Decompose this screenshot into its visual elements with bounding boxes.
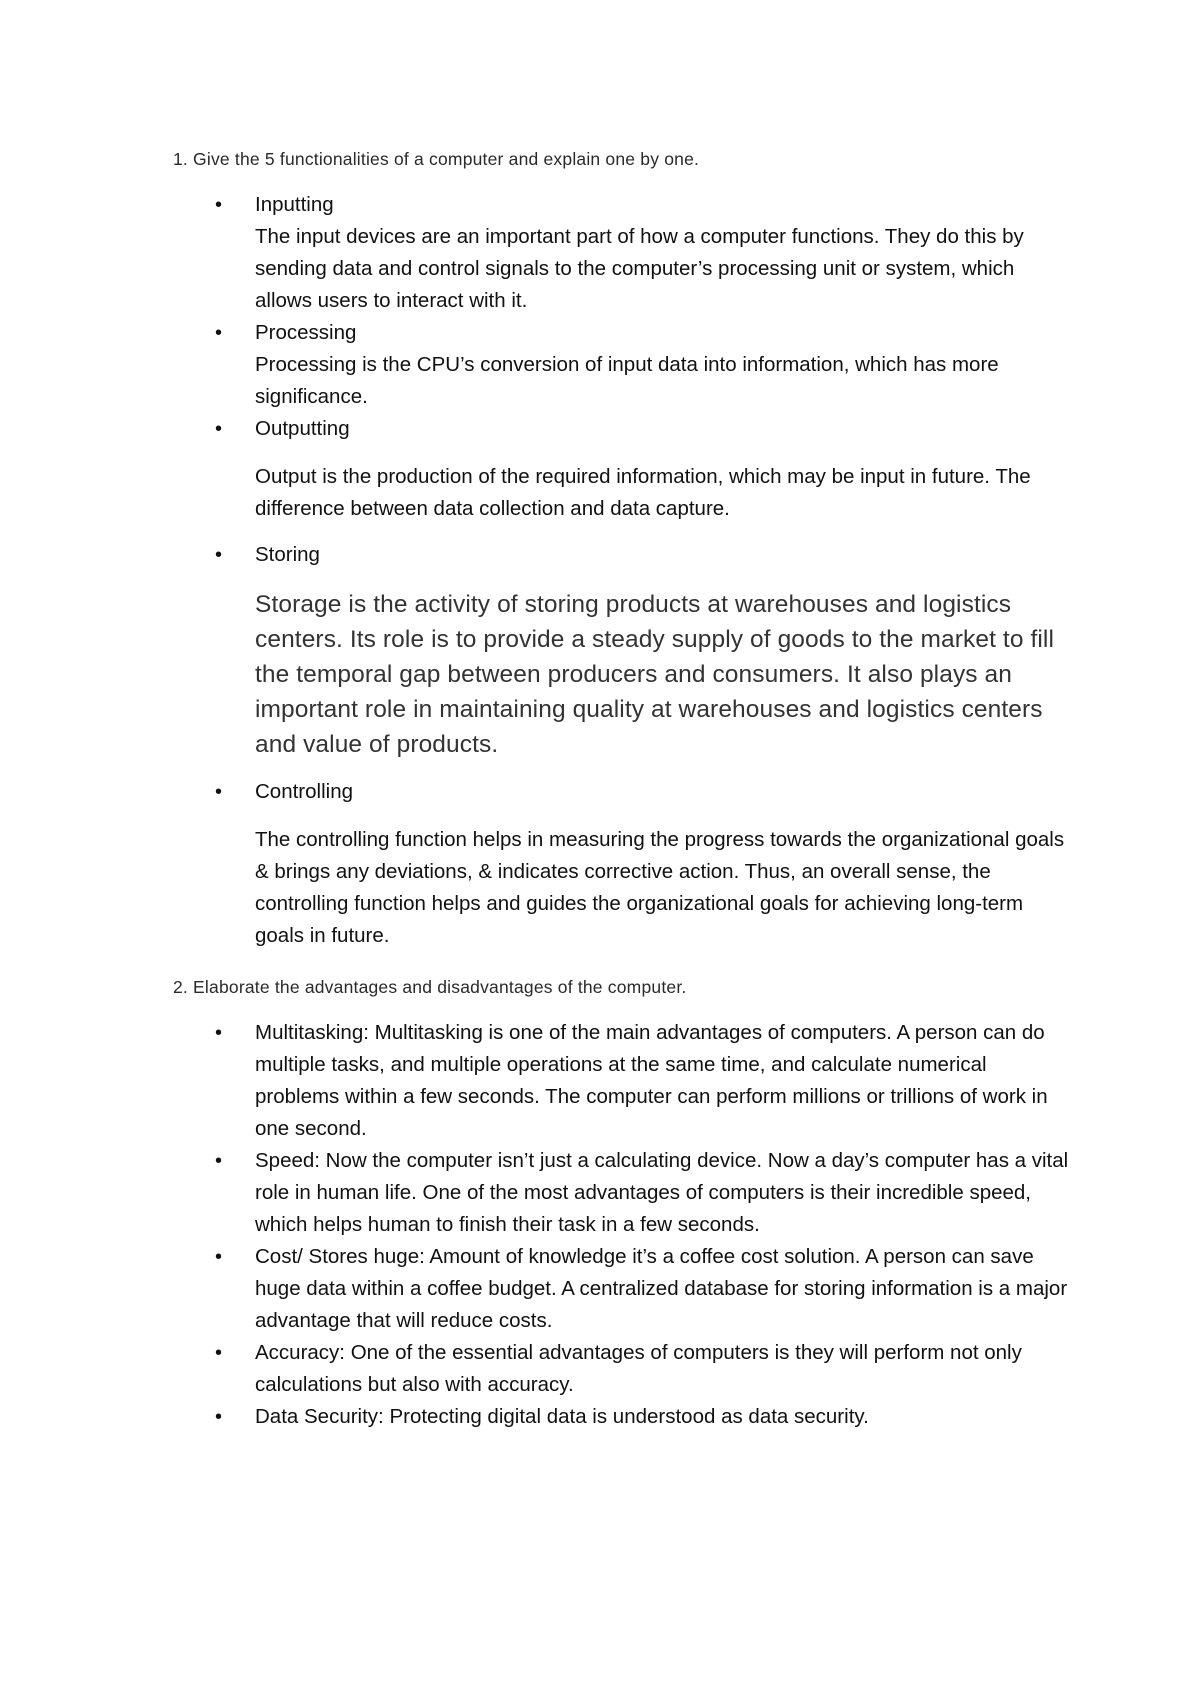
item-title: Inputting: [255, 193, 334, 216]
item-title: Processing: [255, 321, 357, 344]
item-description: Output is the production of the required information, which may be input in future. The difference between data collection and data capture.: [255, 465, 1031, 520]
list-item-multitasking: [0, 1017, 1075, 1145]
bullet-icon: •: [215, 194, 223, 216]
list-item-speed: [0, 1145, 1075, 1241]
item-text: Accuracy: One of the essential advantages of computers is they will perform not only calculations but also with accuracy.: [255, 1341, 1022, 1396]
bullet-icon: •: [215, 1406, 223, 1428]
list-item-data-security: [0, 1401, 1075, 1433]
list-item-storing: [0, 539, 1075, 762]
bullet-icon: •: [215, 322, 223, 344]
item-title: Controlling: [255, 780, 353, 803]
bullet-icon: •: [215, 1150, 223, 1172]
bullet-icon: •: [215, 1022, 223, 1044]
bullet-icon: •: [215, 544, 223, 566]
bullet-icon: •: [215, 781, 223, 803]
list-item-accuracy: [0, 1337, 1075, 1401]
bullet-icon: •: [215, 1342, 223, 1364]
functionalities-list: [0, 189, 1075, 952]
item-description: Processing is the CPU’s conversion of input data into information, which has more significance.: [255, 353, 999, 408]
item-title: Storing: [255, 543, 320, 566]
bullet-icon: •: [215, 418, 223, 440]
question-1: 1. Give the 5 functionalities of a computer and explain one by one.: [173, 149, 700, 169]
item-text: Cost/ Stores huge: Amount of knowledge it’s a coffee cost solution. A person can save huge data within a coffee budget. A centralized database for storing information is a major advantage that will reduce costs.: [255, 1245, 1068, 1332]
item-description: The input devices are an important part of how a computer functions. They do this by sending data and control signals to the computer’s processing unit or system, which allows users to interact with it.: [255, 225, 1024, 312]
item-text: Multitasking: Multitasking is one of the main advantages of computers. A person can do multiple tasks, and multiple operations at the same time, and calculate numerical problems within a few seconds. The computer can perform millions or trillions of work in one second.: [255, 1021, 1048, 1140]
bullet-icon: •: [215, 1246, 223, 1268]
item-text: Data Security: Protecting digital data is understood as data security.: [255, 1405, 869, 1428]
list-item-outputting: [0, 413, 1075, 525]
item-description: Storage is the activity of storing products at warehouses and logistics centers. Its role is to provide a steady supply of goods to the market to fill the temporal gap between producers and consumers. It also plays an important role in maintaining quality at warehouses and logistics centers and value of products.: [255, 591, 1055, 758]
advantages-list: [0, 1017, 1075, 1433]
item-description: The controlling function helps in measuring the progress towards the organizational goals & brings any deviations, & indicates corrective action. Thus, an overall sense, the controlling function helps and guides the organizational goals for achieving long-term goals in future.: [255, 828, 1065, 947]
list-item-controlling: [0, 776, 1075, 952]
item-title: Outputting: [255, 417, 350, 440]
list-item-cost: [0, 1241, 1075, 1337]
list-item-inputting: [0, 189, 1075, 317]
question-2: 2. Elaborate the advantages and disadvantages of the computer.: [173, 977, 687, 997]
item-text: Speed: Now the computer isn’t just a calculating device. Now a day’s computer has a vital role in human life. One of the most advantages of computers is their incredible speed, which helps human to finish their task in a few seconds.: [255, 1149, 1069, 1236]
list-item-processing: [0, 317, 1075, 413]
